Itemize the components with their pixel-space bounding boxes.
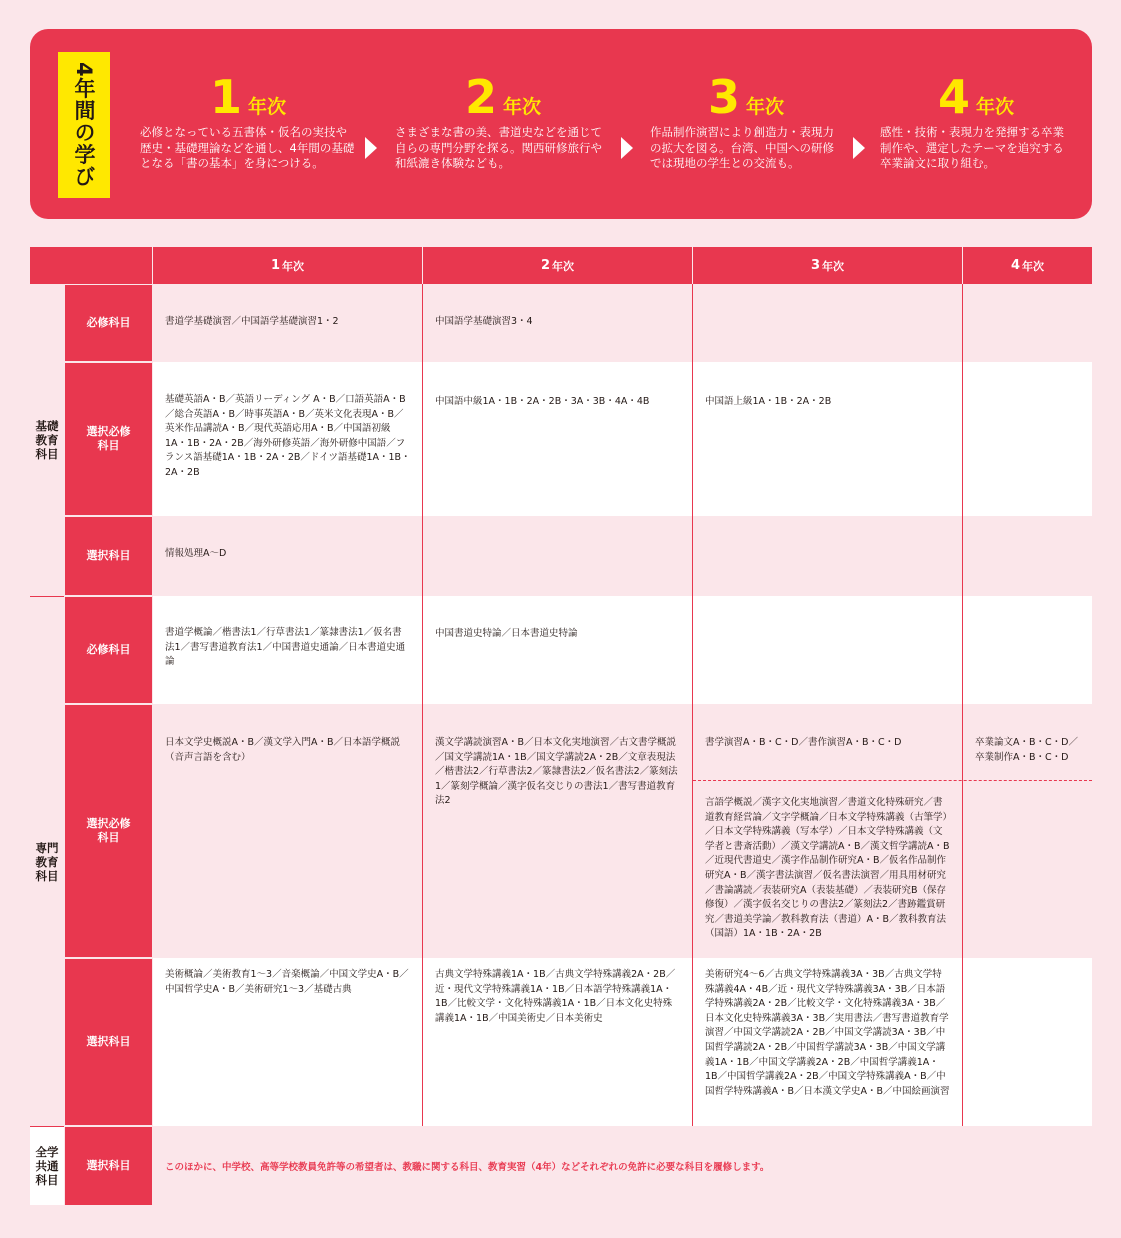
course-cell: 中国語上級1A・1B・2A・2B	[705, 396, 832, 407]
course-cell: 中国書道史特論／日本書道史特論	[435, 628, 578, 639]
year-description: 必修となっている五書体・仮名の実技や歴史・基礎理論などを通し、4年間の基礎となる「書の基本」を身につける。	[140, 125, 355, 170]
label-sentaku-hisshu: 選択必修科目	[65, 363, 152, 515]
course-cell: 卒業論文A・B・C・D／卒業制作A・B・C・D	[975, 737, 1078, 763]
course-cell: 中国語中級1A・1B・2A・2B・3A・3B・4A・4B	[435, 396, 650, 407]
course-cell: 美術研究4〜6／古典文学特殊講義3A・3B／古典文学特殊講義4A・4B／近・現代文学特殊講義3A・3B／日本語学特殊講義2A・2B／比較文学・文化特殊講義3A・3B／日本文化史特殊講義3A・3B／実用書法／書写書道教育学演習／中国文学講読2A・2B／中国文学講読3A・3B／中国哲学講読2A・2B／中国哲学講読3A・3B／中国文学講義1A・1B／中国文学講義2A・2B／中国哲学講義1A・1B／中国哲学講義2A・2B／中国文学特殊講義A・B／中国哲学特殊講義A・B／日本漢文学史A・B／中国絵画演習	[705, 969, 950, 1097]
year-unit: 年次	[503, 96, 542, 118]
header-year-unit: 年次	[552, 259, 575, 273]
header-year-3	[693, 247, 962, 284]
label-hisshu: 必修科目	[65, 597, 152, 703]
year-description: 作品制作演習により創造力・表現力の拡大を図る。台湾、中国への研修では現地の学生との交流も。	[650, 125, 834, 170]
teaching-license-note: このほかに、中学校、高等学校教員免許等の希望者は、教職に関する科目、教育実習（4年）などそれぞれの免許に必要な科目を履修します。	[165, 1162, 770, 1173]
course-cell: 日本文学史概説A・B／漢文学入門A・B／日本語学概説（音声言語を含む）	[165, 737, 401, 763]
header-year-unit: 年次	[282, 259, 305, 273]
header-year-number: 3	[810, 258, 821, 273]
group-senmon: 専門教育科目	[30, 596, 64, 1126]
header-year-unit: 年次	[1022, 259, 1045, 273]
course-cell: 情報処理A〜D	[165, 548, 227, 559]
year-number: 1	[210, 70, 243, 124]
label-sentaku: 選択科目	[65, 1127, 152, 1205]
course-cell: 書道学概論／楷書法1／行草書法1／篆隷書法1／仮名書法1／書写書道教育法1／中国書道史通論／日本書道史通論	[165, 627, 406, 668]
dashed-divider	[693, 780, 1092, 781]
four-year-badge	[58, 52, 110, 198]
header-year-number: 1	[270, 258, 281, 273]
column-divider	[962, 284, 963, 1126]
year-description: 感性・技術・表現力を発揮する卒業制作や、選定したテーマを追究する卒業論文に取り組む。	[880, 125, 1064, 170]
arrow-right-icon	[365, 137, 377, 159]
label-sentaku-hisshu: 選択必修科目	[65, 705, 152, 957]
course-cell: 漢文学講読演習A・B／日本文化実地演習／古文書学概説／国文学講読1A・1B／国文学講読2A・2B／文章表現法／楷書法2／行草書法2／篆隷書法2／仮名書法2／篆刻法1／篆刻学概論／漢字仮名交じりの書法1／書写書道教育法2	[435, 737, 678, 807]
header-corner	[30, 247, 152, 284]
header-year-number: 2	[540, 258, 551, 273]
label-sentaku: 選択科目	[65, 959, 152, 1125]
label-sentaku: 選択科目	[65, 517, 152, 595]
course-cell: 言語学概説／漢字文化実地演習／書道文化特殊研究／書道教育経営論／文字学概論／日本文学特殊講義（古筆学）／日本文学特殊講義（写本学）／日本文学特殊講義（文学者と書斎活動）／漢文学講読A・B／漢文哲学講読A・B／近現代書道史／漢字作品制作研究A・B／仮名作品制作研究A・B／漢字書法演習／仮名書法演習／用具用材研究／書論講読／表装研究A（表装基礎）／表装研究B（保存修復）／漢字仮名交じりの書法2／篆刻法2／書跡鑑賞研究／書道美学論／教科教育法（書道）A・B／教科教育法（国語）1A・1B・2A・2B	[705, 797, 950, 940]
column-divider	[692, 284, 693, 1126]
year-number: 4	[938, 70, 971, 124]
label-hisshu: 必修科目	[65, 285, 152, 361]
year-description: さまざまな書の美、書道史などを通じて自らの専門分野を探る。関西研修旅行や和紙漉き体験なども。	[395, 125, 602, 170]
course-cell: 書道学基礎演習／中国語学基礎演習1・2	[165, 316, 339, 327]
header-year-4	[963, 247, 1092, 284]
four-year-summary-banner	[30, 29, 1092, 219]
group-kiso: 基礎教育科目	[30, 284, 64, 596]
header-year-2	[423, 247, 692, 284]
arrow-right-icon	[621, 137, 633, 159]
header-year-1	[153, 247, 422, 284]
year-unit: 年次	[746, 96, 785, 118]
course-cell: 中国語学基礎演習3・4	[435, 316, 533, 327]
course-cell: 書学演習A・B・C・D／書作演習A・B・C・D	[705, 737, 902, 748]
column-divider	[422, 284, 423, 1126]
arrow-right-icon	[853, 137, 865, 159]
group-zengaku: 全学共通科目	[30, 1126, 64, 1205]
year-number: 3	[708, 70, 741, 124]
header-year-unit: 年次	[822, 259, 845, 273]
badge-label: 4年間の学び	[72, 62, 96, 188]
curriculum-table	[30, 247, 1092, 1205]
year-unit: 年次	[976, 96, 1015, 118]
header-year-number: 4	[1010, 258, 1021, 273]
course-cell: 美術概論／美術教育1〜3／音楽概論／中国文学史A・B／中国哲学史A・B／美術研究1〜3／基礎古典	[165, 969, 409, 995]
year-number: 2	[465, 70, 498, 124]
year-unit: 年次	[248, 96, 287, 118]
course-cell: 古典文学特殊講義1A・1B／古典文学特殊講義2A・2B／近・現代文学特殊講義1A・1B／日本語学特殊講義1A・1B／比較文学・文化特殊講義1A・1B／日本文化史特殊講義1A・1B／中国美術史／日本美術史	[435, 969, 676, 1024]
course-cell: 基礎英語A・B／英語リーディング A・B／口語英語A・B／総合英語A・B／時事英語A・B／英米文化表現A・B／英米作品講読A・B／現代英語応用A・B／中国語初級1A・1B・2A・2B／海外研修英語／海外研修中国語／フランス語基礎1A・1B・2A・2B／ドイツ語基礎1A・1B・2A・2B	[165, 394, 411, 478]
